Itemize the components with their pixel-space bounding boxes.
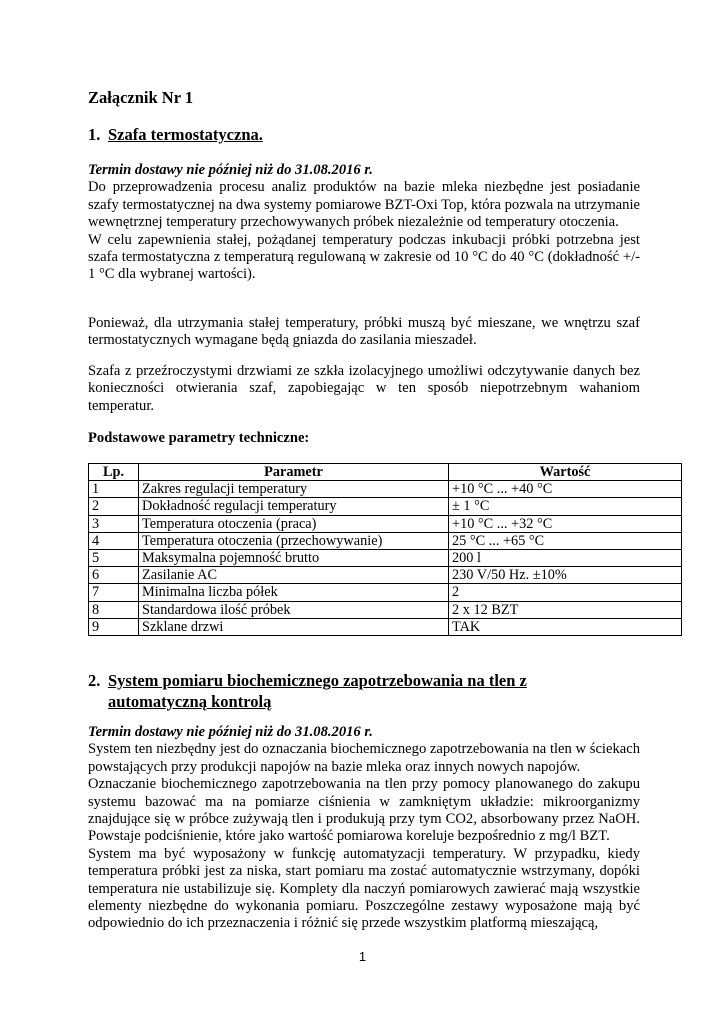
- section-1-mixing: [88, 315, 640, 350]
- cell-value: 2 x 12 BZT: [449, 601, 682, 618]
- cell-lp: 6: [89, 567, 139, 584]
- page-number: 1: [358, 949, 367, 964]
- section-1-number: 1.: [88, 125, 101, 144]
- params-heading: Podstawowe parametry techniczne:: [88, 430, 310, 446]
- params-table-header: [89, 464, 682, 481]
- params-table: [88, 463, 682, 636]
- section-2-heading: [88, 670, 527, 712]
- section-1-paragraph-4: Szafa z przeźroczystymi drzwiami ze szkła izolacyjnego umożliwi odczytywanie danych bez konieczności otwierania szaf, zapobiegając w ten sposób niepotrzebnym wahaniom temperatur.: [88, 363, 640, 414]
- cell-lp: 9: [89, 618, 139, 635]
- header-lp: Lp.: [89, 464, 139, 481]
- cell-param: Zakres regulacji temperatury: [139, 481, 449, 498]
- cell-lp: 4: [89, 532, 139, 549]
- cell-param: Temperatura otoczenia (praca): [139, 515, 449, 532]
- section-2-title-line-2: automatyczną kontrolą: [108, 692, 272, 711]
- cell-lp: 2: [89, 498, 139, 515]
- section-1-paragraph-2: W celu zapewnienia stałej, pożądanej temperatury podczas inkubacji próbki potrzebna jest szafa termostatyczna z temperaturą regulowaną w zakresie od 10 °C do 40 °C (dokładność +/- 1 °C dla wybranej wartości).: [88, 231, 640, 283]
- section-1-intro: [88, 162, 640, 284]
- table-row: [89, 567, 682, 584]
- cell-param: Minimalna liczba półek: [139, 584, 449, 601]
- table-row: [89, 549, 682, 566]
- cell-param: Szklane drzwi: [139, 618, 449, 635]
- section-1-title: Szafa termostatyczna.: [108, 125, 263, 144]
- cell-value: +10 °C ... +40 °C: [449, 481, 682, 498]
- section-2-title-line-1: System pomiaru biochemicznego zapotrzebowania na tlen z: [108, 671, 527, 690]
- cell-value: +10 °C ... +32 °C: [449, 515, 682, 532]
- annex-title: Załącznik Nr 1: [88, 88, 194, 107]
- section-2-deadline: Termin dostawy nie później niż do 31.08.2016 r.: [88, 724, 373, 740]
- cell-value: 230 V/50 Hz. ±10%: [449, 567, 682, 584]
- header-value: Wartość: [449, 464, 682, 481]
- table-row: [89, 532, 682, 549]
- table-row: [89, 515, 682, 532]
- section-1-deadline: Termin dostawy nie później niż do 31.08.2016 r.: [88, 162, 373, 178]
- cell-lp: 3: [89, 515, 139, 532]
- cell-param: Temperatura otoczenia (przechowywanie): [139, 532, 449, 549]
- section-2-paragraph-3: System ma być wyposażony w funkcję automatyzacji temperatury. W przypadku, kiedy temperatura próbki jest za niska, start pomiaru ma zostać automatycznie wstrzymany, dopóki temperatura nie ustabilizuje się. Komplety dla naczyń pomiarowych zawierać mają wszystkie elementy niezbędne do wykonania pomiaru. Poszczególne zestawy wyposażone mają być odpowiednio do ich przeznaczenia i różnić się przede wszystkim platformą mieszającą,: [88, 845, 640, 932]
- section-1-paragraph-1: Do przeprowadzenia procesu analiz produktów na bazie mleka niezbędne jest posiadanie szafy termostatycznej na dwa systemy pomiarowe BZT-Oxi Top, która pozwala na utrzymanie wewnętrznej temperatury przechowywanych próbek niezależnie od temperatury otoczenia.: [88, 179, 640, 231]
- section-1-door: [88, 363, 640, 415]
- cell-param: Zasilanie AC: [139, 567, 449, 584]
- cell-value: 25 °C ... +65 °C: [449, 532, 682, 549]
- cell-lp: 8: [89, 601, 139, 618]
- section-2-number: 2.: [88, 671, 101, 690]
- cell-lp: 1: [89, 481, 139, 498]
- section-2-body: [88, 724, 640, 933]
- section-1-paragraph-3: Ponieważ, dla utrzymania stałej temperatury, próbki muszą być mieszane, we wnętrzu szaf termostatycznych wymagane będą gniazda do zasilania mieszadeł.: [88, 315, 640, 349]
- section-2-paragraph-1: System ten niezbędny jest do oznaczania biochemicznego zapotrzebowania na tlen w ściekach powstających przy produkcji napojów na bazie mleka oraz innych nowych napojów.: [88, 741, 640, 775]
- table-row: [89, 584, 682, 601]
- cell-value: TAK: [449, 618, 682, 635]
- cell-value: 200 l: [449, 549, 682, 566]
- cell-lp: 7: [89, 584, 139, 601]
- cell-lp: 5: [89, 549, 139, 566]
- cell-value: 2: [449, 584, 682, 601]
- table-row: [89, 618, 682, 635]
- table-row: [89, 481, 682, 498]
- cell-param: Dokładność regulacji temperatury: [139, 498, 449, 515]
- table-row: [89, 498, 682, 515]
- cell-value: ± 1 °C: [449, 498, 682, 515]
- table-row: [89, 601, 682, 618]
- section-1-heading: [88, 125, 263, 145]
- header-param: Parametr: [139, 464, 449, 481]
- cell-param: Maksymalna pojemność brutto: [139, 549, 449, 566]
- cell-param: Standardowa ilość próbek: [139, 601, 449, 618]
- section-2-paragraph-2: Oznaczanie biochemicznego zapotrzebowania na tlen przy pomocy planowanego do zakupu systemu bazować ma na pomiarze ciśnienia w zamkniętym układzie: mikroorganizmy znajdujące się w próbce zużywają tlen i produkują przy tym CO2, absorbowany przez NaOH. Powstaje podciśnienie, które jako wartość pomiarowa koreluje bezpośrednio z mg/l BZT.: [88, 776, 640, 845]
